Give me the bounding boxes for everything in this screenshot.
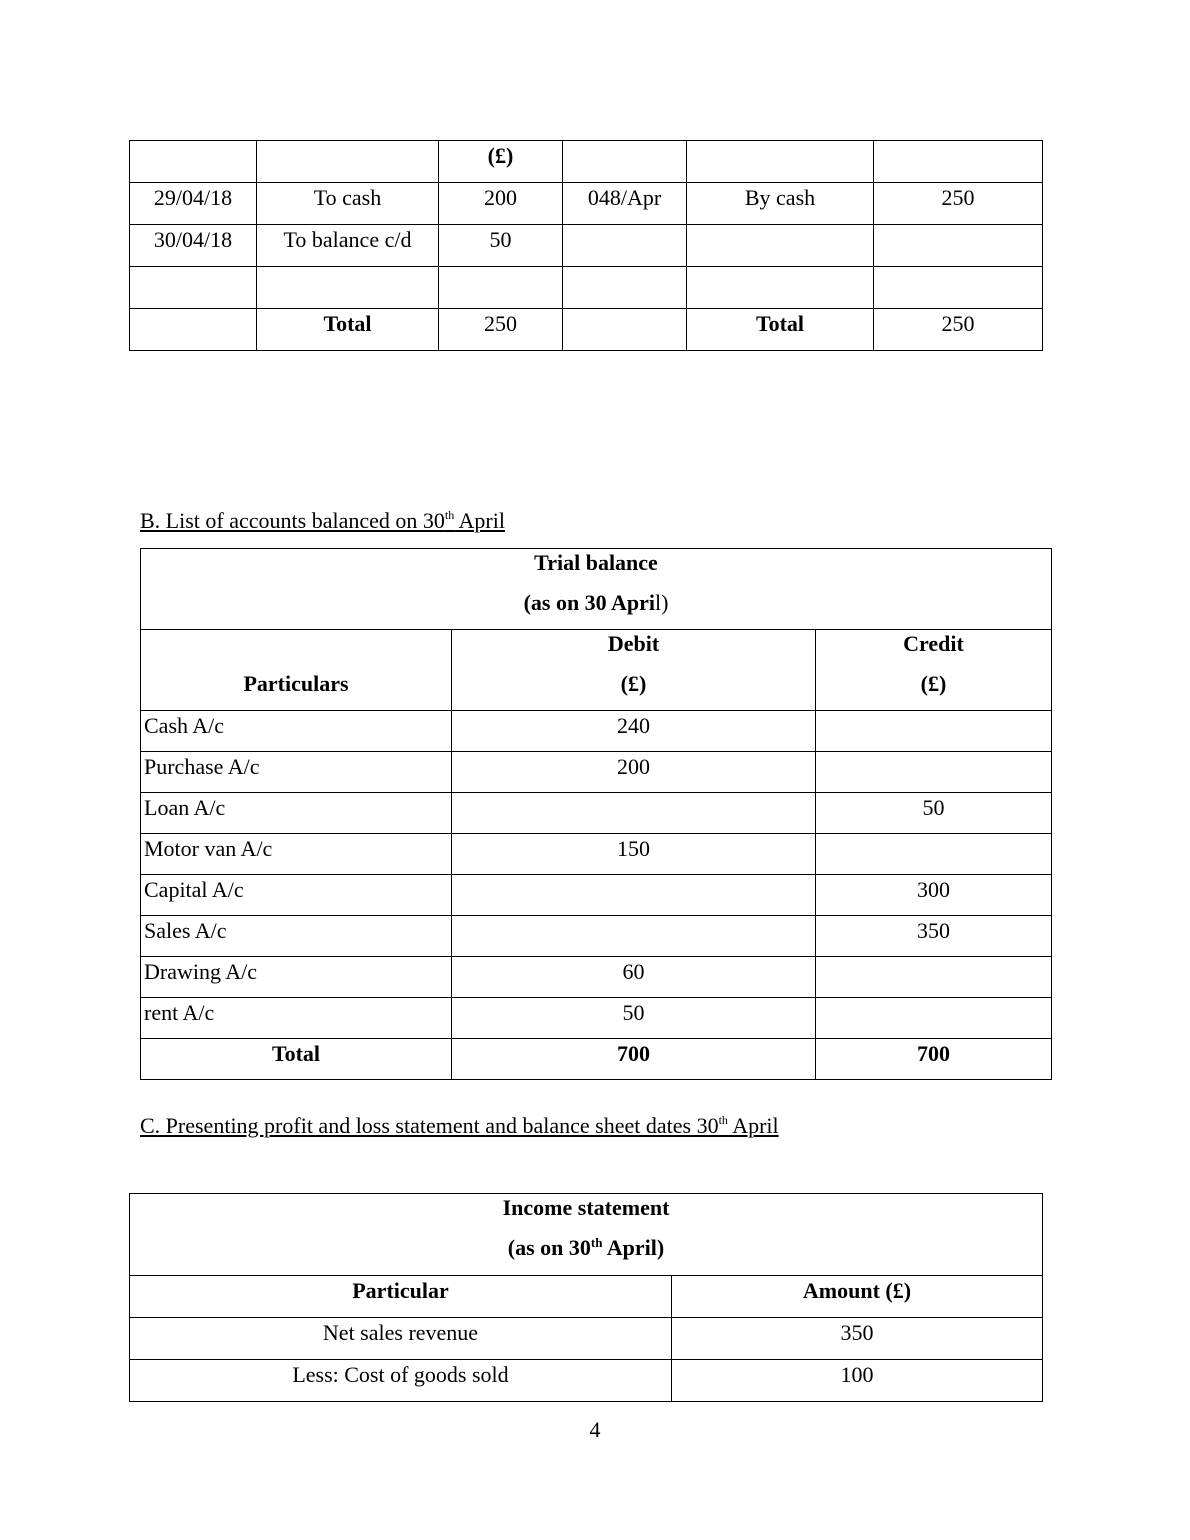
ledger-cell — [687, 141, 874, 183]
total-debit: 700 — [452, 1039, 816, 1080]
table-title-row — [141, 549, 1052, 630]
ledger-cell — [439, 267, 563, 309]
ledger-cell: 048/Apr — [563, 183, 687, 225]
debit-value — [452, 916, 816, 957]
column-header-credit: Credit (£) — [816, 630, 1052, 711]
table-row — [130, 225, 1043, 267]
particular-cell: Net sales revenue — [130, 1318, 672, 1360]
income-statement-title: Income statement — [502, 1195, 670, 1220]
table-row — [130, 141, 1043, 183]
ledger-cell: To cash — [257, 183, 439, 225]
ledger-cell: 30/04/18 — [130, 225, 257, 267]
table-total-row — [141, 1039, 1052, 1080]
table-row — [141, 957, 1052, 998]
ledger-table — [129, 140, 1043, 351]
table-row — [141, 834, 1052, 875]
credit-value: 350 — [816, 916, 1052, 957]
ledger-cell — [130, 309, 257, 351]
debit-value: 60 — [452, 957, 816, 998]
ledger-cell — [130, 267, 257, 309]
ledger-cell — [563, 141, 687, 183]
ledger-cell — [130, 141, 257, 183]
table-row — [141, 752, 1052, 793]
table-row — [141, 998, 1052, 1039]
ledger-total-label: Total — [257, 309, 439, 351]
account-name: Loan A/c — [141, 793, 452, 834]
ledger-cell — [257, 267, 439, 309]
table-row — [141, 711, 1052, 752]
ledger-cell: 29/04/18 — [130, 183, 257, 225]
credit-value: 300 — [816, 875, 1052, 916]
amount-cell: 100 — [672, 1360, 1043, 1402]
credit-value — [816, 711, 1052, 752]
ledger-cell — [874, 225, 1043, 267]
table-row — [130, 183, 1043, 225]
ledger-cell: 250 — [874, 309, 1043, 351]
account-name: Purchase A/c — [141, 752, 452, 793]
account-name: Cash A/c — [141, 711, 452, 752]
ledger-cell — [874, 141, 1043, 183]
credit-value — [816, 834, 1052, 875]
account-name: Motor van A/c — [141, 834, 452, 875]
credit-value — [816, 752, 1052, 793]
column-header-particular: Particular — [130, 1276, 672, 1318]
total-label: Total — [141, 1039, 452, 1080]
ledger-cell: By cash — [687, 183, 874, 225]
table-row — [130, 1318, 1043, 1360]
amount-cell: 350 — [672, 1318, 1043, 1360]
ledger-cell — [874, 267, 1043, 309]
debit-value: 150 — [452, 834, 816, 875]
table-title-row — [130, 1194, 1043, 1276]
account-name: Sales A/c — [141, 916, 452, 957]
total-credit: 700 — [816, 1039, 1052, 1080]
table-title — [141, 549, 1052, 630]
trial-balance-subtitle: (as on 30 April) — [523, 590, 669, 615]
column-header-debit: Debit (£) — [452, 630, 816, 711]
account-name: Drawing A/c — [141, 957, 452, 998]
table-row — [130, 267, 1043, 309]
table-header-row — [130, 1276, 1043, 1318]
page-number: 4 — [589, 1417, 601, 1442]
trial-balance-title: Trial balance — [534, 550, 658, 575]
table-row — [141, 916, 1052, 957]
credit-value: 50 — [816, 793, 1052, 834]
ledger-cell — [257, 141, 439, 183]
debit-value: 50 — [452, 998, 816, 1039]
table-row — [141, 875, 1052, 916]
debit-value — [452, 875, 816, 916]
table-row — [141, 793, 1052, 834]
column-header-particulars: Particulars — [141, 630, 452, 711]
ledger-cell: 50 — [439, 225, 563, 267]
credit-value — [816, 957, 1052, 998]
income-statement-subtitle: (as on 30th April) — [507, 1235, 665, 1260]
ledger-cell: 250 — [439, 309, 563, 351]
trial-balance-table — [140, 548, 1052, 1080]
ledger-cell: (£) — [439, 141, 563, 183]
credit-value — [816, 998, 1052, 1039]
table-header-row — [141, 630, 1052, 711]
table-row — [130, 309, 1043, 351]
account-name: Capital A/c — [141, 875, 452, 916]
ledger-cell — [563, 309, 687, 351]
table-row — [130, 1360, 1043, 1402]
section-b-heading: B. List of accounts balanced on 30th April — [140, 508, 505, 533]
particular-cell: Less: Cost of goods sold — [130, 1360, 672, 1402]
ledger-cell — [563, 225, 687, 267]
ledger-cell — [563, 267, 687, 309]
column-header-amount: Amount (£) — [672, 1276, 1043, 1318]
ledger-cell — [687, 225, 874, 267]
ledger-total-label: Total — [687, 309, 874, 351]
income-statement-table — [129, 1193, 1043, 1402]
section-c-heading: C. Presenting profit and loss statement and balance sheet dates 30th April — [140, 1113, 779, 1138]
table-title — [130, 1194, 1043, 1276]
account-name: rent A/c — [141, 998, 452, 1039]
debit-value: 240 — [452, 711, 816, 752]
ledger-cell: 200 — [439, 183, 563, 225]
ledger-cell: 250 — [874, 183, 1043, 225]
debit-value — [452, 793, 816, 834]
debit-value: 200 — [452, 752, 816, 793]
ledger-cell: To balance c/d — [257, 225, 439, 267]
ledger-cell — [687, 267, 874, 309]
